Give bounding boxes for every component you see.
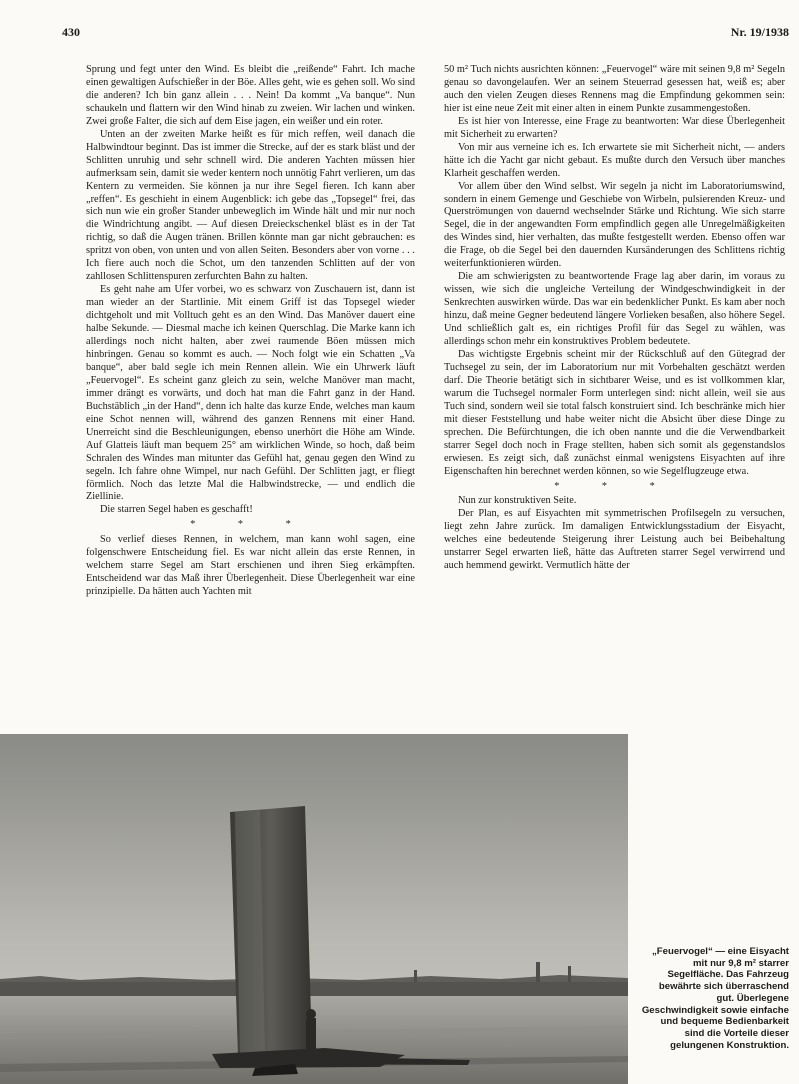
paragraph: Die am schwierigsten zu beantwortende Frage lag aber darin, im voraus zu wissen, wie sich die ungleiche Verteilung der Windgeschwindigkeit in der Senkrechten auswirken würde. Das war ein bedenklicher Punkt. Es kam aber noch hinzu, daß meine Gegner bedeutend längere Vorlieken besaßen, also höhere Segel. Und schließlich galt es, ein richtiges Profil für das Segel zu wählen, was allerdings schon mehr ein konstruktives Problem bedeutete. [444,271,785,348]
paragraph: Unten an der zweiten Marke heißt es für mich reffen, weil danach die Halbwindtour beginnt. Das ist immer die Strecke, auf der es stark bläst und der Schlitten unruhig und sehr schnell wird. Die anderen Yachten müssen hier aufmerksam sein, damit sie weder kentern noch unnötig Fahrt verlieren, um das Kentern zu vermeiden. Sie können ja nur ihre Segel fieren. Ich kann aber „reffen“. Es geschieht in einem Augenblick: ich gebe das „Topsegel“ frei, das sich nun wie ein großer Stander unbeweglich im Winde hält und mir nur noch die Windrichtung angibt. — Auf diesen Dreieckschenkel bläst es in der Tat richtig, so daß die Augen tränen. Brillen könnte man gar nicht gebrauchen: es spritzt von oben, von unten und von allen Seiten. Besonders aber von vorne . . . Ich fiere auch noch die Schot, um den tanzenden Schlitten auf der von zahllosen Schlittenspuren zerfurchten Bahn zu halten. [86,128,415,283]
ice-yacht-photo [0,734,628,1084]
issue-number: Nr. 19/1938 [730,25,789,39]
paragraph: Es ist hier von Interesse, eine Frage zu beantworten: War diese Überlegenheit mit Sicherheit zu erwarten? [444,115,785,140]
paragraph: Vor allem über den Wind selbst. Wir segeln ja nicht im Laboratoriumswind, sondern in einem Gemenge und Geschiebe von Wirbeln, pulsierenden Kreuz- und Querströmungen von dauernd wechselnder Stärke und Richtung. Wie sich starre Segel, die in der angewandten Form empfindlich gegen alle Unregelmäßigkeiten des Windes sind, hier verhalten, das mußte festgestellt werden. Ebenso offen war die Frage, ob die Segel bei den dauernden Kursänderungen des Schlittens richtig weiterfunktionieren würden. [444,180,785,270]
paragraph: Sprung und fegt unter den Wind. Es bleibt die „reißende“ Fahrt. Ich mache einen gewaltigen Aufschießer in der Böe. Alles geht, wie es gehen soll. Wo sind die anderen? Ich bin ganz allein . . . Nein! Da kommt „Va banque“. Nun schaukeln und flattern wir den Wind hinab zu zweien. Wir lachen und winken. Zwei große Falter, die sich auf dem Eise jagen, ein weißer und ein roter. [86,64,415,127]
paragraph: Die starren Segel haben es geschafft! [100,504,253,516]
paragraph: Das wichtigste Ergebnis scheint mir der Rückschluß auf den Gütegrad der Tuchsegel zu sein, der im Laboratorium nur mit Vorbehalten geschätzt werden darf. Die Theorie betätigt sich in sichtbarer Weise, und es ist vollkommen klar, warum die Tuchsegel normaler Form unterlegen sind: nicht allein, weil sie aus Tuch sind, sondern weil sie total falsch konstruiert sind. Ich beschränke mich hier mit dieser Feststellung und habe weiter nicht die Absicht über diese Dinge zu sprechen. Die Befürchtungen, die ich oben nannte und die die Verwendbarkeit starrer Segel doch noch in Frage stellten, haben sich somit als gegenstandslos erwiesen. Es zeigt sich, daß zunächst einmal wenigstens Eisyachten auf ihre Eigenschaften hin berechnet werden können, so wie Segelflugzeuge etwa. [444,348,785,477]
paragraph: Es geht nahe am Ufer vorbei, wo es schwarz von Zuschauern ist, dann ist man wieder an der Startlinie. Mit einem Griff ist das Topsegel wieder dichtgeholt und mit Volltuch geht es an den Wind. Das Manöver dauert eine halbe Sekunde. — Diesmal mache ich keinen Querschlag. Die Marke kann ich allerdings noch nicht halten, aber zwei raumende Böen müssen mich hinbringen. Genau so kommt es auch. — Noch folgt wie ein Schatten „Va banque“, aber bald segle ich mein Rennen allein. Wie ein Uhrwerk läuft „Feuervogel“. Es scheint ganz gleich zu sein, welche Manöver man macht, immer drängt es vorwärts, und doch hat man die Fahrt ganz in der Hand. Buchstäblich „in der Hand“, denn ich halte das kurze Ende, welches man kaum eine Schot nennen will, während des ganzen Rennens mit einer Hand. Unerreicht sind die Beschleunigungen, ebenso unerhört die Höhe am Winde. Auf Glatteis läuft man bequem 25° am wirklichen Winde, so hoch, daß beim Schralen des Windes man mitunter das Gefühl hat, genau gegen den Wind zu segeln. Ich fahre ohne Wimpel, nur nach Gefühl. Der Schlitten jagt, er fliegt förmlich. Noch das letzte Mal die Halbwindstrecke, — und endlich die Ziellinie. [86,284,415,503]
paragraph: 50 m² Tuch nichts ausrichten können: „Feuervogel“ wäre mit seinen 9,8 m² Segeln genau so davongelaufen. Wer an seinem Steuerrad gesessen hat, weiß es; aber auch den vielen Zeugen dieses Rennens mag die Empfindung gekommen sein: hier ist eine neue Zeit mit einer alten in einem Punkte zusammengestoßen. [444,64,785,114]
paragraph: Nun zur konstruktiven Seite. [458,495,577,507]
paragraph: Von mir aus verneine ich es. Ich erwartete sie mit Sicherheit nicht, — anders hätte ich die Yacht gar nicht gebaut. Es mußte durch den Versuch über manches Klarheit geschaffen werden. [444,141,785,179]
section-divider: * * * [554,480,675,492]
photo-caption: „Feuervogel“ — eine Eisyacht mit nur 9,8 m² starrer Segelfläche. Das Fahrzeug bewährte sich überraschend gut. Überlegene Geschwindigkeit sowie einfache und bequeme Bedienbarkeit sind die Vorteile dieser gelungenen Konstruktion. [641,946,789,1051]
right-text-column [444,64,785,731]
paragraph: So verlief dieses Rennen, in welchem, man kann wohl sagen, eine folgenschwere Entscheidung fiel. Es war nicht allein das erste Rennen, in welchem starre Segel am Start erschienen und ihren Sieg erkämpften. Entscheidend war das Maß ihrer Überlegenheit. Diese Überlegenheit war eine prinzipielle. Da hätten auch Yachten mit [86,534,415,598]
left-text-column [86,64,415,599]
paragraph: Der Plan, es auf Eisyachten mit symmetrischen Profilsegeln zu versuchen, liegt zehn Jahre zurück. Im damaligen Entwicklungsstadium der Eisyacht, welches eine bedeutende Steigerung ihrer Leistung auch bei Beibehaltung unstarrer Segel erwarten ließ, hätte das Auftreten starrer Segel verwirrend und auch hemmend gewirkt. Vermutlich hätte der [444,508,785,572]
page-number: 430 [62,25,80,39]
section-divider: * * * [190,519,311,531]
ice-yacht-illustration [0,734,628,1084]
